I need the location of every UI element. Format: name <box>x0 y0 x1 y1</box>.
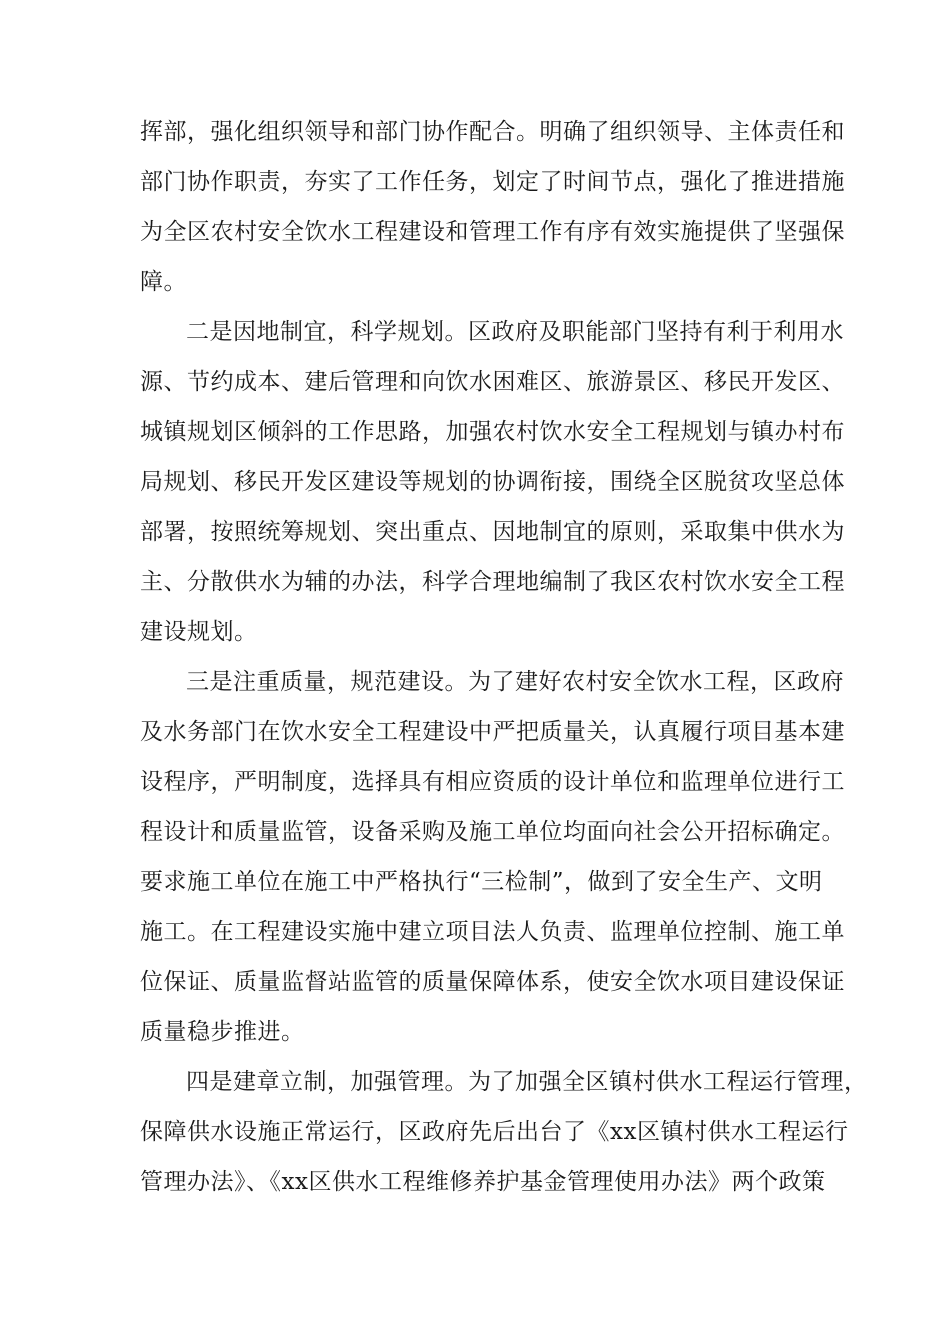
text-line: 主、分散供水为辅的办法，科学合理地编制了我区农村饮水安全工程 <box>140 569 845 595</box>
text-line: 要求施工单位在施工中严格执行“三检制”，做到了安全生产、文明 <box>140 869 823 895</box>
text-line: 部署，按照统筹规划、突出重点、因地制宜的原则，采取集中供水为 <box>140 519 845 545</box>
text-line: 源、节约成本、建后管理和向饮水困难区、旅游景区、移民开发区、 <box>140 369 845 395</box>
paragraph-start-line: 三是注重质量，规范建设。为了建好农村安全饮水工程，区政府 <box>186 669 844 695</box>
text-line: 保障供水设施正常运行，区政府先后出台了《xx区镇村供水工程运行 <box>140 1119 849 1145</box>
paragraph-start-line: 四是建章立制，加强管理。为了加强全区镇村供水工程运行管理， <box>186 1069 868 1095</box>
text-line: 部门协作职责，夯实了工作任务，划定了时间节点，强化了推进措施 <box>140 169 845 195</box>
text-line: 及水务部门在饮水安全工程建设中严把质量关，认真履行项目基本建 <box>140 719 845 745</box>
text-line: 城镇规划区倾斜的工作思路，加强农村饮水安全工程规划与镇办村布 <box>140 419 845 445</box>
paragraph-start-line: 二是因地制宜，科学规划。区政府及职能部门坚持有利于利用水 <box>186 319 844 345</box>
text-line: 施工。在工程建设实施中建立项目法人负责、监理单位控制、施工单 <box>140 919 845 945</box>
text-line: 建设规划。 <box>140 619 258 645</box>
text-line: 位保证、质量监督站监管的质量保障体系，使安全饮水项目建设保证 <box>140 969 845 995</box>
text-line: 挥部，强化组织领导和部门协作配合。明确了组织领导、主体责任和 <box>140 119 845 145</box>
text-line: 管理办法》、《xx区供水工程维修养护基金管理使用办法》两个政策 <box>140 1169 826 1195</box>
text-line: 为全区农村安全饮水工程建设和管理工作有序有效实施提供了坚强保 <box>140 219 845 245</box>
text-line: 局规划、移民开发区建设等规划的协调衔接，围绕全区脱贫攻坚总体 <box>140 469 845 495</box>
text-line: 设程序，严明制度，选择具有相应资质的设计单位和监理单位进行工 <box>140 769 845 795</box>
text-line: 程设计和质量监管，设备采购及施工单位均面向社会公开招标确定。 <box>140 819 845 845</box>
text-line: 障。 <box>140 269 187 295</box>
text-line: 质量稳步推进。 <box>140 1019 305 1045</box>
